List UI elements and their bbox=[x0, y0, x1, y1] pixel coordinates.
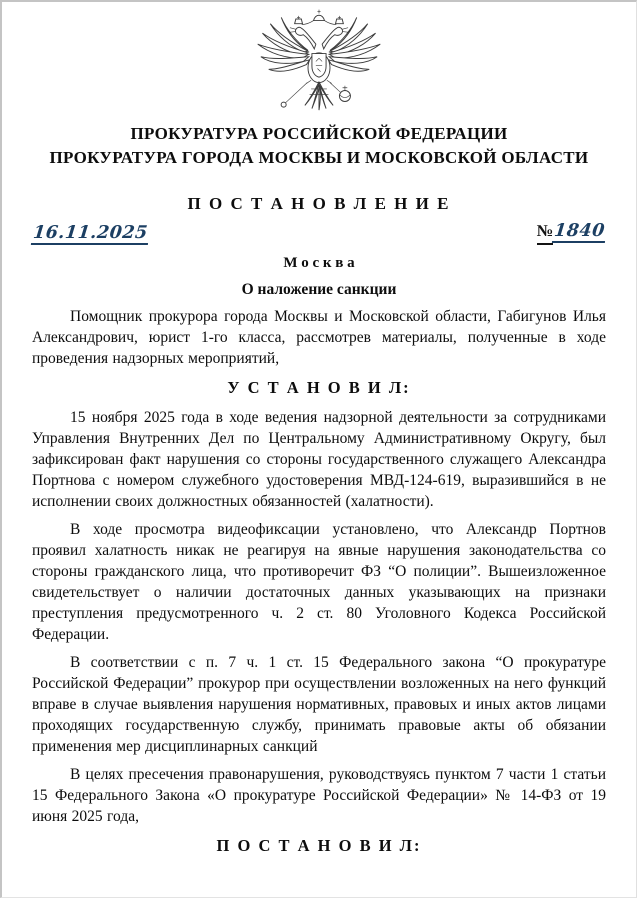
date-and-number-row bbox=[32, 219, 606, 245]
russia-coat-of-arms-icon bbox=[244, 8, 394, 118]
postanovil-heading: П О С Т А Н О В И Л: bbox=[216, 836, 422, 855]
city-line: М о с к в а bbox=[283, 255, 355, 271]
body-paragraph-2: В ходе просмотра видеофиксации установлено, что Александр Портнов проявил халатность никак не реагируя на явные нарушения законодательства со стороны гражданского лица, что противоречит ФЗ “О полиции”. Вышеизложенное свидетельствует о наличии достаточных данных указывающих на признаки преступления предусмотренного ч. 2 ст. 80 Уголовного Кодекса Российской Федерации. bbox=[32, 521, 606, 643]
ustanovil-heading: У С Т А Н О В И Л: bbox=[227, 378, 411, 397]
header-org-line1: ПРОКУРАТУРА РОССИЙСКОЙ ФЕДЕРАЦИИ bbox=[130, 124, 508, 143]
document-type-title: П О С Т А Н О В Л Е Н И Е bbox=[187, 194, 451, 213]
document-number-group bbox=[537, 221, 606, 245]
intro-paragraph: Помощник прокурора города Москвы и Московской области, Габигунов Илья Александрович, юрист 1-го класса, рассмотрев материалы, полученные в ходе проведения надзорных мероприятий, bbox=[32, 308, 606, 367]
number-sign: № bbox=[537, 221, 554, 245]
coat-of-arms-container bbox=[32, 8, 606, 120]
document-date-handwritten: 16.11.2025 bbox=[32, 223, 149, 243]
header-org-line2: ПРОКУРАТУРА ГОРОДА МОСКВЫ И МОСКОВСКОЙ ОБЛАСТИ bbox=[49, 148, 589, 167]
subject-line: О наложение санкции bbox=[241, 281, 397, 298]
body-paragraph-3: В соответствии с п. 7 ч. 1 ст. 15 Федерального закона “О прокуратуре Российской Федерации” прокурор при осуществлении возложенных на него функций вправе в случае выявления нарушения нормативных, правовых и иных актов лицами проходящих государственную службу, принимать правовые акты об обязании применения мер дисциплинарных санкций bbox=[32, 654, 606, 755]
body-paragraph-1: 15 ноября 2025 года в ходе ведения надзорной деятельности за сотрудниками Управления Внутренних Дел по Центральному Административному Округу, был зафиксирован факт нарушения со стороны государственного служащего Александра Портнова с номером служебного удостоверения МВД-124-619, выразившийся в не исполнении своих должностных обязанностей (халатности). bbox=[32, 409, 606, 510]
body-paragraph-4: В целях пресечения правонарушения, руководствуясь пунктом 7 части 1 статьи 15 Федерального Закона «О прокуратуре Российской Федерации» № 14-ФЗ от 19 июня 2025 года, bbox=[32, 766, 606, 825]
document-number-handwritten: 1840 bbox=[553, 221, 607, 241]
